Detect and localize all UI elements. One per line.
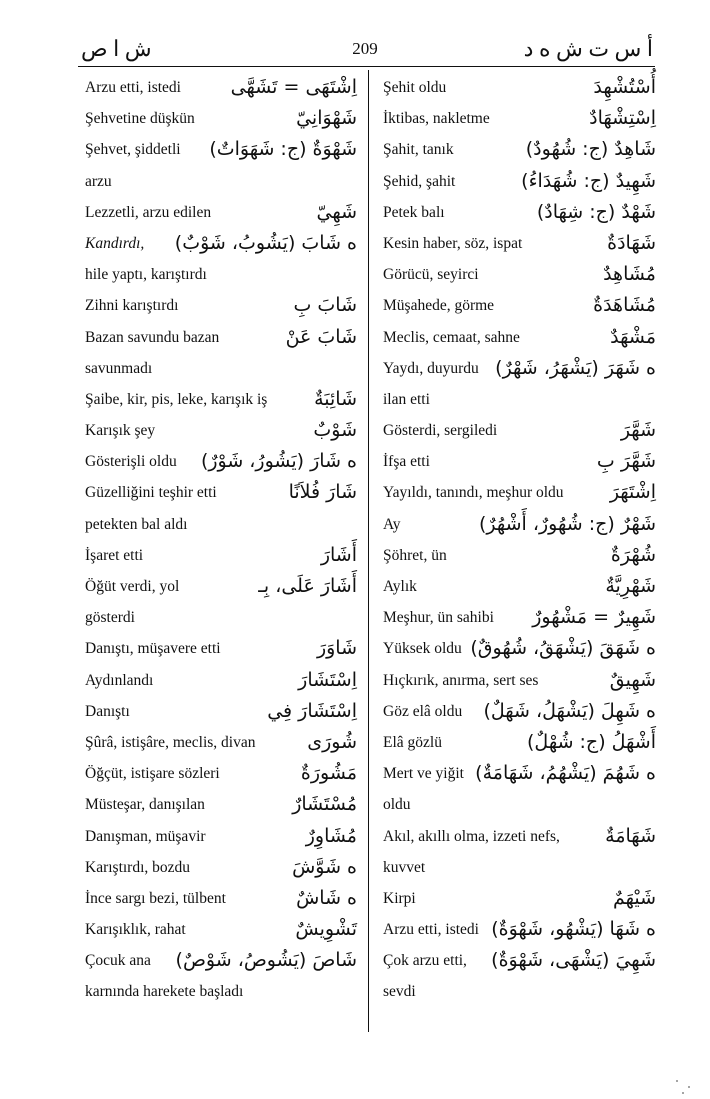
dictionary-entry: [383, 477, 656, 508]
dictionary-entry: [85, 945, 357, 976]
arabic-headword: ه شَهَقَ (يَشْهَقُ، شُهُوقٌ): [470, 637, 656, 660]
dictionary-entry: [85, 415, 357, 446]
arabic-headword: مُشَاهَدَةٌ: [593, 294, 656, 317]
dictionary-entry: [383, 571, 656, 602]
turkish-meaning: Aylık: [383, 578, 417, 595]
arabic-headword: شَاصَ (يَشُوصُ، شَوْصٌ): [175, 949, 357, 972]
dictionary-entry: [85, 103, 357, 134]
dictionary-entry: [85, 477, 357, 508]
turkish-meaning: petekten bal aldı: [85, 515, 188, 533]
arabic-headword: شَهْوَانِيّ: [296, 107, 357, 130]
turkish-meaning: Müşahede, görme: [383, 297, 495, 315]
arabic-headword: اِسْتِشْهَادٌ: [589, 107, 656, 130]
arabic-headword: ه شَابَ (يَشُوبُ، شَوْبٌ): [174, 231, 357, 254]
header-rule: [78, 66, 655, 67]
arabic-headword: أُسْتُشْهِدَ: [593, 76, 656, 98]
arabic-headword: شَهِيدٌ (ج: شُهَدَاءُ): [521, 169, 656, 192]
turkish-meaning: Arzu etti, istedi: [85, 79, 181, 96]
turkish-meaning: Görücü, seyirci: [383, 266, 479, 284]
dictionary-entry: [85, 197, 357, 228]
dictionary-entry: [383, 72, 656, 103]
column-divider: [368, 70, 369, 1032]
arabic-headword: شَهَّرَ: [620, 419, 656, 442]
arabic-headword: شَيْهَمٌ: [612, 886, 656, 909]
dictionary-entry: [85, 883, 357, 914]
dictionary-entry: [383, 415, 656, 446]
dictionary-entry: [85, 509, 357, 540]
turkish-meaning: Göz elâ oldu: [383, 702, 463, 720]
turkish-meaning: Çocuk ana: [85, 952, 151, 970]
turkish-meaning: Akıl, akıllı olma, izzeti nefs,: [383, 827, 560, 845]
arabic-headword: شَهِيرٌ = مَشْهُورٌ: [532, 606, 656, 629]
header-right-letters: أ س ت ش ه د: [523, 36, 653, 61]
turkish-meaning: hile yaptı, karıştırdı: [85, 266, 207, 284]
right-column: [383, 72, 656, 1008]
turkish-meaning: Şehit oldu: [383, 79, 447, 96]
dictionary-entry: [85, 758, 357, 789]
turkish-meaning: Öğüt verdi, yol: [85, 578, 180, 595]
arabic-headword: شَارَ فُلاَنًا: [288, 481, 357, 504]
arabic-headword: شُهْرَةٌ: [610, 543, 656, 566]
arabic-headword: مُسْتَشَارٌ: [292, 793, 357, 816]
arabic-headword: شَاهِدٌ (ج: شُهُودٌ): [525, 138, 656, 161]
turkish-meaning: Yaydı, duyurdu: [383, 359, 479, 377]
turkish-meaning: Gösterdi, sergiledi: [383, 422, 498, 440]
turkish-meaning: Kirpi: [383, 889, 416, 907]
turkish-meaning: Arzu etti, istedi: [383, 921, 479, 939]
dictionary-entry: [383, 540, 656, 571]
turkish-meaning: İnce sargı bezi, tülbent: [85, 889, 226, 907]
dictionary-entry: [383, 852, 656, 883]
dictionary-entry: [85, 789, 357, 820]
dictionary-entry: [85, 633, 357, 664]
dictionary-entry: [383, 103, 656, 134]
dictionary-entry: [85, 228, 357, 259]
turkish-meaning: İfşa etti: [383, 453, 430, 471]
header-left-letters: ش ا ص: [81, 36, 152, 61]
arabic-headword: مَشْهَدٌ: [610, 325, 656, 348]
turkish-meaning: Danışman, müşavir: [85, 827, 206, 845]
dictionary-entry: [85, 72, 357, 103]
turkish-meaning: Yüksek oldu: [383, 640, 462, 658]
dictionary-entry: [85, 384, 357, 415]
arabic-headword: اِسْتَشَارَ فِي: [267, 699, 357, 722]
dictionary-entry: [383, 259, 656, 290]
dictionary-entry: [383, 446, 656, 477]
arabic-headword: شَابَ عَنْ: [285, 325, 357, 348]
dictionary-entry: [85, 852, 357, 883]
turkish-meaning: gösterdi: [85, 609, 135, 627]
arabic-headword: ه شَهَا (يَشْهُو، شَهْوَةٌ): [491, 918, 656, 941]
turkish-meaning: arzu: [85, 172, 112, 190]
arabic-headword: ه شَارَ (يَشُورُ، شَوْرٌ): [200, 450, 357, 473]
dictionary-entry: [383, 789, 656, 820]
turkish-meaning: Zihni karıştırdı: [85, 297, 179, 315]
arabic-headword: أَشَارَ: [320, 543, 357, 566]
dictionary-entry: [383, 322, 656, 353]
arabic-headword: ه شَاشٌ: [296, 886, 357, 909]
arabic-headword: اِسْتَشَارَ: [298, 668, 357, 691]
dictionary-entry: [85, 353, 357, 384]
arabic-headword: شَاوَرَ: [316, 637, 357, 660]
arabic-headword: شَابَ بِ: [293, 294, 357, 317]
dictionary-entry: [85, 696, 357, 727]
turkish-meaning: Danıştı: [85, 702, 130, 720]
turkish-meaning: Şöhret, ün: [383, 546, 447, 564]
dictionary-entry: [85, 727, 357, 758]
dictionary-entry: [383, 166, 656, 197]
turkish-meaning: oldu: [383, 796, 411, 814]
arabic-headword: شَهْدٌ (ج: شِهَادٌ): [536, 200, 656, 223]
dictionary-entry: [85, 665, 357, 696]
turkish-meaning: Lezzetli, arzu edilen: [85, 203, 212, 221]
page-header: [75, 30, 655, 66]
dictionary-entry: [383, 290, 656, 321]
turkish-meaning: Ay: [383, 515, 401, 533]
dictionary-entry: [85, 602, 357, 633]
turkish-meaning: Çok arzu etti,: [383, 952, 467, 970]
turkish-meaning: Şehvet, şiddetli: [85, 141, 181, 159]
dictionary-entry: [85, 976, 357, 1007]
dictionary-entry: [85, 259, 357, 290]
dictionary-entry: [383, 696, 656, 727]
arabic-headword: أَشَارَ عَلَى، بِـ: [258, 575, 357, 597]
turkish-meaning: Danıştı, müşavere etti: [85, 640, 221, 658]
dictionary-entry: [383, 197, 656, 228]
scan-speck: [682, 1092, 684, 1094]
dictionary-entry: [383, 509, 656, 540]
turkish-meaning: Şahit, tanık: [383, 141, 454, 159]
turkish-meaning: Karışık şey: [85, 422, 156, 440]
arabic-headword: شَائِبَةٌ: [314, 387, 357, 410]
turkish-meaning: İktibas, nakletme: [383, 110, 490, 128]
arabic-headword: شَهَامَةٌ: [605, 824, 656, 847]
turkish-meaning: Şûrâ, istişâre, meclis, divan: [85, 733, 256, 751]
dictionary-entry: [85, 290, 357, 321]
turkish-meaning: Karıştırdı, bozdu: [85, 858, 191, 876]
turkish-meaning: Meşhur, ün sahibi: [383, 609, 494, 627]
turkish-meaning: Şaibe, kir, pis, leke, karışık iş: [85, 390, 268, 408]
turkish-meaning: savunmadı: [85, 359, 153, 377]
arabic-headword: شَهِيَ (يَشْهَى، شَهْوَةٌ): [491, 949, 656, 972]
arabic-headword: شَهِيقٌ: [609, 668, 656, 691]
turkish-meaning: Kandırdı,: [85, 234, 145, 252]
arabic-headword: تَشْوِيشٌ: [295, 918, 357, 941]
dictionary-entry: [383, 665, 656, 696]
arabic-headword: شَهَّرَ بِ: [596, 450, 656, 473]
arabic-headword: أَشْهَلُ (ج: شُهْلٌ): [527, 730, 656, 753]
dictionary-entry: [383, 134, 656, 165]
arabic-headword: مَشُورَةٌ: [300, 762, 357, 785]
arabic-headword: شَهْرٌ (ج: شُهُورٌ، أَشْهُرٌ): [478, 512, 656, 535]
arabic-headword: شَهْرِيَّةٌ: [605, 575, 656, 597]
arabic-headword: شَهَادَةٌ: [607, 231, 656, 254]
dictionary-entry: [383, 758, 656, 789]
dictionary-entry: [383, 883, 656, 914]
dictionary-entry: [85, 134, 357, 165]
turkish-meaning: Bazan savundu bazan: [85, 328, 220, 346]
arabic-headword: ه شَوَّشَ: [292, 855, 357, 878]
dictionary-entry: [85, 446, 357, 477]
turkish-meaning: sevdi: [383, 983, 416, 1001]
turkish-meaning: Karışıklık, rahat: [85, 921, 186, 939]
turkish-meaning: Gösterişli oldu: [85, 453, 177, 471]
dictionary-entry: [383, 821, 656, 852]
dictionary-entry: [85, 540, 357, 571]
arabic-headword: شَوْبٌ: [313, 419, 357, 442]
turkish-meaning: İşaret etti: [85, 546, 144, 564]
dictionary-entry: [383, 633, 656, 664]
turkish-meaning: Petek balı: [383, 203, 445, 221]
dictionary-entry: [85, 166, 357, 197]
dictionary-entry: [383, 727, 656, 758]
dictionary-entry: [383, 945, 656, 976]
arabic-headword: مُشَاهِدٌ: [603, 263, 656, 286]
dictionary-entry: [383, 353, 656, 384]
turkish-meaning: Mert ve yiğit: [383, 765, 464, 783]
scan-speck: [688, 1086, 690, 1088]
turkish-meaning: karnında harekete başladı: [85, 983, 244, 1001]
turkish-meaning: Yayıldı, tanındı, meşhur oldu: [383, 484, 564, 502]
turkish-meaning: ilan etti: [383, 390, 430, 408]
turkish-meaning: Aydınlandı: [85, 671, 154, 689]
arabic-headword: مُشَاوِرٌ: [305, 824, 357, 847]
arabic-headword: ه شَهَرَ (يَشْهَرُ، شَهْرٌ): [495, 356, 656, 379]
turkish-meaning: Şehvetine düşkün: [85, 110, 195, 128]
dictionary-entry: [383, 228, 656, 259]
dictionary-entry: [383, 976, 656, 1007]
dictionary-entry: [85, 322, 357, 353]
arabic-headword: شَهِيّ: [316, 200, 357, 223]
dictionary-entry: [383, 914, 656, 945]
turkish-meaning: Meclis, cemaat, sahne: [383, 328, 520, 346]
turkish-meaning: Öğçüt, istişare sözleri: [85, 765, 220, 783]
arabic-headword: ه شَهِلَ (يَشْهَلُ، شَهَلٌ): [483, 699, 656, 722]
arabic-headword: شَهْوَةٌ (ج: شَهَوَاتٌ): [209, 138, 357, 161]
turkish-meaning: Kesin haber, söz, ispat: [383, 234, 523, 252]
turkish-meaning: Güzelliğini teşhir etti: [85, 484, 217, 502]
scan-speck: [676, 1080, 678, 1082]
dictionary-entry: [383, 602, 656, 633]
turkish-meaning: Şehid, şahit: [383, 172, 456, 190]
arabic-headword: ه شَهُمَ (يَشْهُمُ، شَهَامَةٌ): [475, 762, 656, 785]
turkish-meaning: kuvvet: [383, 858, 426, 876]
left-column: [85, 72, 357, 1008]
turkish-meaning: Hıçkırık, anırma, sert ses: [383, 671, 539, 689]
dictionary-entry: [85, 914, 357, 945]
arabic-headword: اِشْتَهَرَ: [609, 481, 656, 504]
page-number: 209: [352, 39, 378, 58]
turkish-meaning: Elâ gözlü: [383, 733, 442, 751]
dictionary-entry: [85, 821, 357, 852]
dictionary-entry: [383, 384, 656, 415]
arabic-headword: اِشْتَهَى = تَشَهَّى: [230, 76, 357, 98]
dictionary-entry: [85, 571, 357, 602]
arabic-headword: شُورَى: [307, 730, 357, 753]
turkish-meaning: Müsteşar, danışılan: [85, 796, 205, 814]
